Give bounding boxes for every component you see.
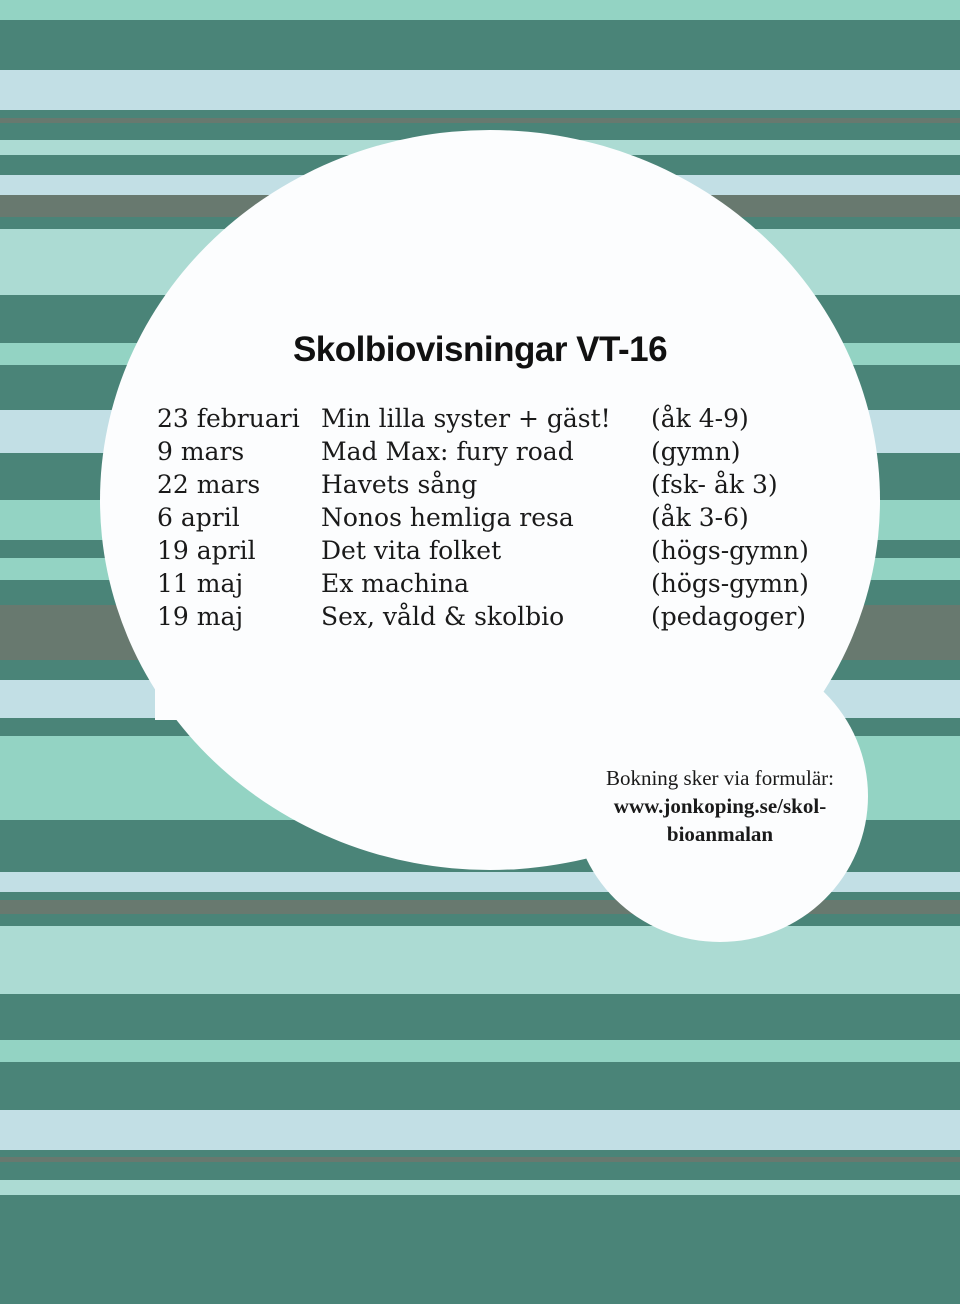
stripe — [0, 1162, 960, 1180]
screening-date: 6 april — [157, 503, 240, 532]
audience-level: (pedagoger) — [651, 602, 807, 631]
film-title: Min lilla syster + gäst! — [321, 404, 611, 433]
audience-level: (gymn) — [651, 437, 741, 466]
screening-date: 19 april — [157, 536, 256, 565]
stripe — [0, 1040, 960, 1062]
booking-url[interactable] — [572, 792, 868, 848]
film-title: Havets sång — [321, 470, 478, 499]
film-title: Mad Max: fury road — [321, 437, 574, 466]
booking-url-line: www.jonkoping.se/skol- — [613, 794, 827, 818]
stripe — [0, 1150, 960, 1157]
stripe — [0, 926, 960, 994]
stripe — [0, 1062, 960, 1110]
booking-text: Bokning sker via formulär: — [605, 766, 835, 790]
audience-level: (högs-gymn) — [651, 536, 809, 565]
stripe — [0, 914, 960, 926]
film-title: Ex machina — [321, 569, 470, 598]
audience-level: (högs-gymn) — [651, 569, 809, 598]
stripe — [0, 1110, 960, 1150]
audience-level: (åk 4-9) — [651, 404, 749, 433]
stripe — [0, 1180, 960, 1195]
stripe — [0, 20, 960, 70]
audience-level: (fsk- åk 3) — [651, 470, 778, 499]
screening-date: 19 maj — [157, 602, 244, 631]
screening-date: 11 maj — [157, 569, 244, 598]
stripe — [0, 70, 960, 110]
screening-date: 22 mars — [157, 470, 261, 499]
film-title: Nonos hemliga resa — [321, 503, 574, 532]
stripe — [0, 110, 960, 118]
booking-info — [572, 764, 868, 848]
screening-date: 23 februari — [157, 404, 300, 433]
audience-level: (åk 3-6) — [651, 503, 749, 532]
booking-url-line: bioanmalan — [666, 822, 774, 846]
film-title: Det vita folket — [321, 536, 502, 565]
stripe — [0, 994, 960, 1040]
page-title: Skolbiovisningar VT-16 — [292, 330, 668, 369]
film-title: Sex, våld & skolbio — [321, 602, 565, 631]
stripe — [0, 1195, 960, 1304]
stripe — [0, 0, 960, 20]
screening-date: 9 mars — [157, 437, 245, 466]
